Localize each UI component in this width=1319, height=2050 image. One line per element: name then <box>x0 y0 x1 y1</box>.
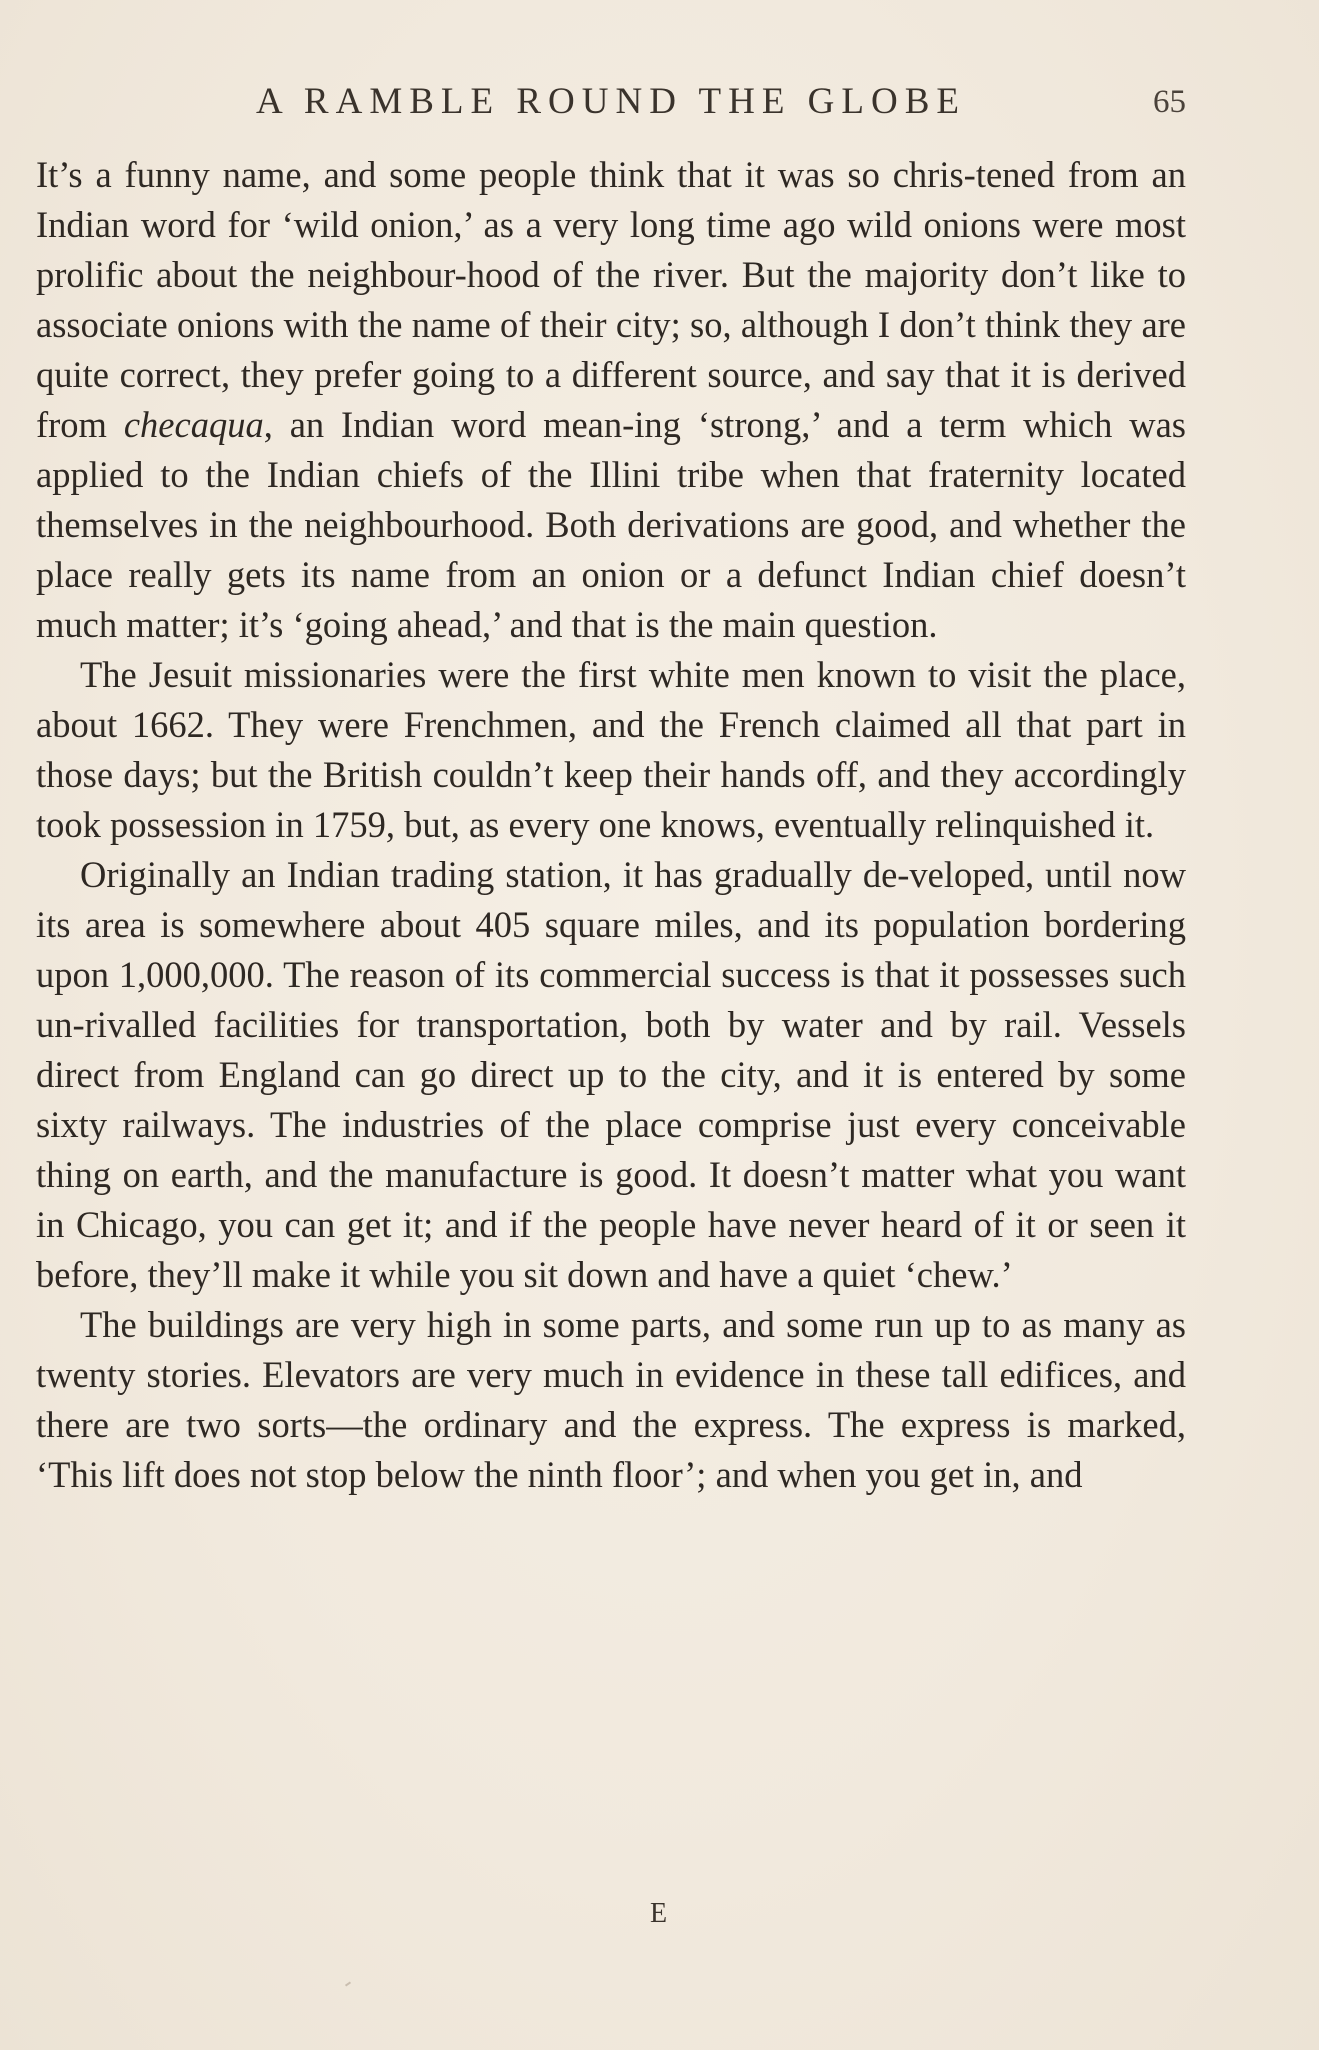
paragraph-1 <box>36 150 1186 650</box>
page-number: 65 <box>1153 84 1186 120</box>
paragraph-1-start: It’s a funny name, and some people think that it was so chris-tened from an Indian word for ‘wild onion,’ as a very long time ago wild onions were most prolific about the neighbour-hood of the river. But the majority don’t like to associate onions with the name of their city; so, although I don’t think they are quite correct, they prefer going to a different source, and say that it is derived from <box>36 154 1186 445</box>
signature-mark: E <box>649 1898 670 1929</box>
paper-speck <box>345 1981 351 1986</box>
body-text <box>36 150 1186 1500</box>
paragraph-4: The buildings are very high in some parts, and some run up to as many as twenty stories. Elevators are very much in evidence in these tall edifices, and there are two sorts—the ordinary and the express. The express is marked, ‘This lift does not stop below the ninth floor’; and when you get in, and <box>36 1304 1186 1495</box>
paragraph-2: The Jesuit missionaries were the first white men known to visit the place, about 1662. They were Frenchmen, and the French claimed all that part in those days; but the British couldn’t keep their hands off, and they accordingly took possession in 1759, but, as every one knows, eventually relinquished it. <box>36 654 1186 845</box>
running-title: A RAMBLE ROUND THE GLOBE <box>256 81 966 122</box>
paragraph-1-end: , an Indian word mean-ing ‘strong,’ and a term which was applied to the Indian chiefs of the Illini tribe when that fraternity located themselves in the neighbourhood. Both derivations are good, and whether the place really gets its name from an onion or a defunct Indian chief doesn’t much matter; it’s ‘going ahead,’ and that is the main question. <box>36 404 1186 645</box>
paragraph-3: Originally an Indian trading station, it has gradually de-veloped, until now its area is somewhere about 405 square miles, and its population bordering upon 1,000,000. The reason of its commercial success is that it possesses such un-rivalled facilities for transportation, both by water and by rail. Vessels direct from England can go direct up to the city, and it is entered by some sixty railways. The industries of the place comprise just every conceivable thing on earth, and the manufacture is good. It doesn’t matter what you want in Chicago, you can get it; and if the people have never heard of it or seen it before, they’ll make it while you sit down and have a quiet ‘chew.’ <box>36 854 1186 1295</box>
running-head <box>36 80 1186 130</box>
paragraph-1-italic-word: checaqua <box>123 404 264 445</box>
